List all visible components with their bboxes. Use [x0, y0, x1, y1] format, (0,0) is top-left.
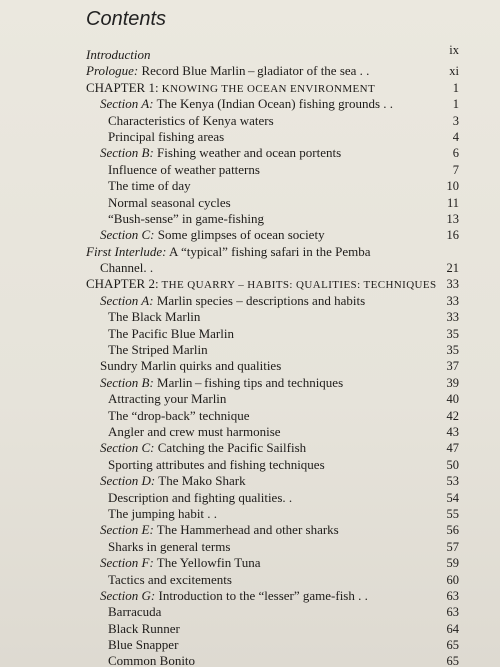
toc-entry-title	[100, 588, 368, 604]
toc-entry-lead: Introduction	[86, 47, 151, 62]
toc-entry-title	[100, 96, 393, 112]
toc-entry-text: Blue Snapper	[108, 637, 179, 653]
toc-entry-title	[108, 506, 217, 522]
toc-entry-title	[108, 653, 195, 667]
toc-entry	[0, 145, 500, 161]
toc-entry	[0, 211, 500, 227]
toc-entry	[0, 96, 500, 112]
toc-entry-lead: Section C:	[100, 440, 155, 456]
toc-page-number: 37	[446, 359, 459, 374]
toc-entry	[0, 358, 500, 374]
toc-entry-title	[100, 473, 246, 489]
toc-entry-text: The Mako Shark	[155, 473, 246, 489]
toc-page-number: 1	[452, 80, 459, 95]
toc-entry	[0, 244, 500, 260]
toc-page-number: 6	[452, 146, 459, 161]
toc-page-number: 59	[446, 556, 459, 571]
toc-entry-lead: Section C:	[100, 227, 155, 243]
toc-entry-text: Influence of weather patterns	[108, 161, 260, 177]
toc-entry-text: Sporting attributes and fishing techniques	[108, 456, 325, 472]
toc-entry-title	[108, 195, 231, 211]
toc-entry-text: KNOWING THE OCEAN ENVIRONMENT	[158, 82, 376, 95]
toc-entry-title	[108, 424, 281, 440]
toc-entry-title	[86, 47, 151, 63]
page-title: Contents	[86, 8, 167, 30]
toc-page-number: 33	[446, 293, 459, 308]
toc-entry-title	[108, 178, 191, 194]
toc-entry-title	[100, 293, 365, 309]
toc-page-number: 21	[446, 261, 459, 276]
toc-entry-lead: Section D:	[100, 473, 156, 489]
toc-entry	[0, 63, 500, 79]
toc-page-number: 50	[446, 457, 459, 472]
toc-page-number: 65	[446, 654, 459, 667]
toc-entry	[0, 539, 500, 555]
toc-entry	[0, 162, 500, 178]
toc-page-number: 57	[446, 539, 459, 554]
toc-entry-text: Fishing weather and ocean portents	[153, 145, 342, 161]
toc-entry-text: The jumping habit . .	[108, 505, 218, 521]
toc-entry-text: The “drop-back” technique	[108, 407, 250, 423]
toc-entry-text: Attracting your Marlin	[108, 391, 227, 407]
toc-entry	[0, 588, 500, 604]
toc-entry-lead: Section E:	[100, 522, 154, 538]
toc-entry-lead: Section A:	[100, 292, 154, 308]
toc-entry-lead: Section A:	[100, 96, 154, 112]
toc-page-number: 4	[452, 129, 459, 144]
toc-entry	[0, 621, 500, 637]
toc-entry-title	[108, 391, 226, 407]
toc-entry	[0, 506, 500, 522]
toc-page-number: 1	[452, 97, 459, 112]
toc-entry-text: Marlin species – descriptions and habits	[153, 292, 366, 308]
toc-entry-title	[108, 408, 249, 424]
toc-entry-title	[108, 457, 325, 473]
toc-page-number: 35	[446, 326, 459, 341]
toc-entry	[0, 572, 500, 588]
toc-entry-title	[100, 375, 343, 391]
toc-entry-text: The Striped Marlin	[108, 342, 208, 358]
toc-entry-text: The Kenya (Indian Ocean) fishing grounds . .	[153, 96, 394, 112]
toc-entry-title	[108, 211, 264, 227]
toc-entry-lead: Section F:	[100, 555, 154, 571]
toc-page-number: 13	[446, 211, 459, 226]
toc-entry-text: Angler and crew must harmonise	[108, 423, 281, 439]
toc-entry	[0, 342, 500, 358]
toc-entry-title	[108, 572, 232, 588]
toc-entry-text: Characteristics of Kenya waters	[108, 112, 274, 128]
toc-page-number: ix	[449, 43, 459, 57]
toc-page-number: 42	[446, 408, 459, 423]
toc-entry-text: The Hammerhead and other sharks	[153, 522, 339, 538]
toc-entry-text: Normal seasonal cycles	[108, 194, 231, 210]
toc-entry-text: Sharks in general terms	[108, 538, 231, 554]
toc-entry-title	[86, 80, 375, 97]
toc-page-number: 53	[446, 474, 459, 489]
toc-entry-text: Principal fishing areas	[108, 128, 225, 144]
toc-entry-text: “Bush-sense” in game-fishing	[108, 210, 264, 226]
toc-page-number: 55	[446, 506, 459, 521]
toc-page-number: 40	[446, 392, 459, 407]
toc-entry-title	[108, 162, 260, 178]
toc-entry-text: Tactics and excitements	[108, 571, 232, 587]
toc-entry-text: Description and fighting qualities. .	[108, 489, 293, 505]
toc-entry	[0, 522, 500, 538]
toc-entry	[0, 43, 500, 63]
toc-entry-title	[108, 113, 274, 129]
toc-entry-title	[86, 63, 369, 79]
toc-page-number: 35	[446, 343, 459, 358]
toc-entry-title	[108, 621, 180, 637]
toc-entry	[0, 555, 500, 571]
toc-entry-text: Introduction to the “lesser” game-fish . .	[155, 587, 368, 603]
toc-entry	[0, 326, 500, 342]
toc-entry	[0, 653, 500, 667]
toc-entry	[0, 113, 500, 129]
toc-entry-title	[108, 539, 230, 555]
toc-entry-text: Catching the Pacific Sailfish	[154, 440, 307, 456]
toc-entry	[0, 309, 500, 325]
toc-entry-lead: Section G:	[100, 587, 156, 603]
toc-page-number: 11	[446, 195, 459, 210]
toc-entry-text: A “typical” fishing safari in the Pemba	[166, 243, 371, 259]
toc-entry-text: Record Blue Marlin – gladiator of the sea . .	[138, 63, 370, 79]
toc-entry-lead: CHAPTER 2:	[86, 276, 159, 292]
toc-entry-title	[100, 440, 306, 456]
toc-entry	[0, 276, 500, 292]
toc-entry-text: Some glimpses of ocean society	[154, 227, 325, 243]
toc-entry	[0, 178, 500, 194]
toc-entry-title	[108, 326, 234, 342]
toc-entry-title	[86, 276, 437, 293]
toc-page-number: 60	[446, 572, 459, 587]
toc-page-number: 16	[446, 228, 459, 243]
toc-entry-lead: Section B:	[100, 145, 154, 161]
toc-entry-title	[100, 358, 281, 374]
toc-page-number: 54	[446, 490, 459, 505]
toc-entry	[0, 490, 500, 506]
toc-page-number: 33	[446, 277, 459, 292]
toc-entry	[0, 637, 500, 653]
toc-entry	[0, 195, 500, 211]
toc-entry-text: Barracuda	[108, 604, 162, 620]
toc-entry	[0, 473, 500, 489]
toc-entry-text: Common Bonito	[108, 653, 196, 667]
toc-entry-lead: Section B:	[100, 374, 154, 390]
toc-entry	[0, 375, 500, 391]
toc-entry-lead: First Interlude:	[86, 243, 167, 259]
toc-page-number: 10	[446, 179, 459, 194]
toc-entry	[0, 440, 500, 456]
toc-page-number: 63	[446, 588, 459, 603]
toc-entry	[0, 457, 500, 473]
toc-entry	[0, 129, 500, 145]
toc-entry-title	[100, 227, 325, 243]
toc-entry-title	[100, 522, 339, 538]
toc-entry-title	[108, 309, 200, 325]
toc-entry	[0, 80, 500, 96]
toc-entry	[0, 408, 500, 424]
toc-entry-text: Marlin – fishing tips and techniques	[153, 374, 344, 390]
toc-page-number: 56	[446, 523, 459, 538]
toc-entry-text: Channel. .	[100, 260, 154, 276]
toc-entry-title	[100, 260, 153, 276]
toc-page-number: 47	[446, 441, 459, 456]
toc-entry	[0, 604, 500, 620]
toc-page-number: 39	[446, 375, 459, 390]
toc-entry	[0, 293, 500, 309]
toc-entry-title	[86, 244, 371, 260]
toc-entry-title	[108, 604, 161, 620]
toc-entry-title	[108, 129, 224, 145]
toc-entry-title	[108, 490, 292, 506]
toc-entry	[0, 424, 500, 440]
toc-entry-title	[100, 555, 260, 571]
toc-entry-title	[108, 342, 208, 358]
toc-entry-text: THE QUARRY – HABITS: QUALITIES: TECHNIQUES	[158, 279, 437, 292]
toc-entry-title	[100, 145, 341, 161]
toc-entry	[0, 391, 500, 407]
toc-page-number: xi	[449, 64, 459, 79]
toc-page-number: 43	[446, 424, 459, 439]
toc-entry-title	[108, 637, 178, 653]
toc-entry-lead: CHAPTER 1:	[86, 79, 159, 95]
toc-entry-text: The time of day	[108, 178, 191, 194]
toc-page-number: 65	[446, 638, 459, 653]
toc-page-number: 33	[446, 310, 459, 325]
toc-page-number: 3	[452, 113, 459, 128]
toc-entry-text: The Yellowfin Tuna	[153, 555, 261, 571]
table-of-contents	[0, 43, 500, 667]
toc-entry	[0, 260, 500, 276]
toc-entry	[0, 227, 500, 243]
toc-page-number: 64	[446, 621, 459, 636]
toc-page-number: 7	[452, 162, 459, 177]
toc-page-number: 63	[446, 605, 459, 620]
toc-entry-text: Sundry Marlin quirks and qualities	[100, 358, 282, 374]
toc-entry-text: Black Runner	[108, 620, 180, 636]
toc-entry-text: The Pacific Blue Marlin	[108, 325, 234, 341]
toc-entry-text: The Black Marlin	[108, 309, 201, 325]
toc-entry-lead: Prologue:	[86, 63, 139, 79]
